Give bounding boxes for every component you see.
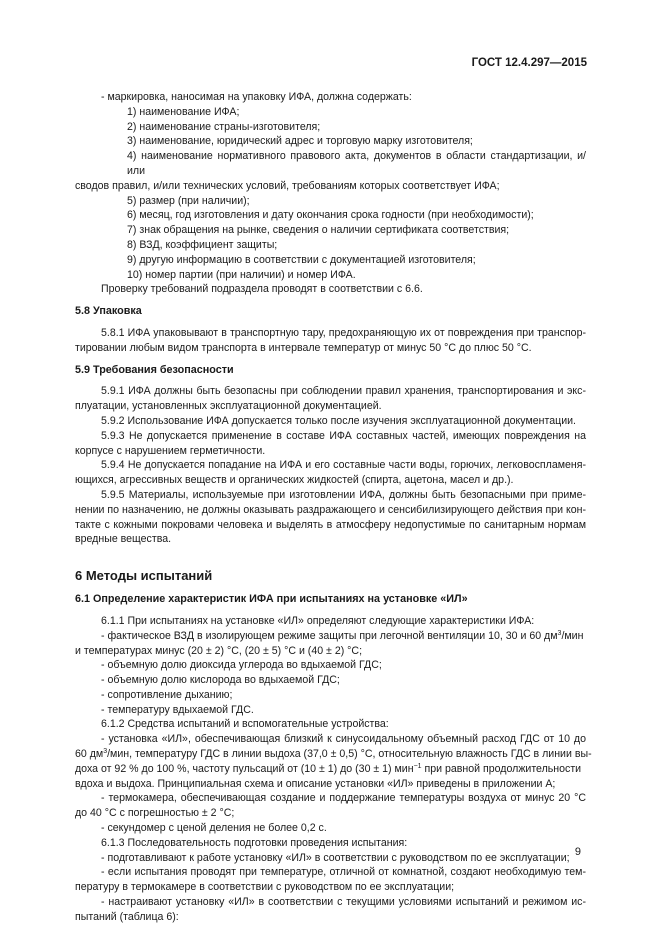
paragraph-6-1-1: 6.1.1 При испытаниях на установке «ИЛ» определяют следующие характеристики ИФА: (101, 614, 535, 627)
list-item-continuation: вдоха и выдоха. Принципиальная схема и описание установки «ИЛ» приведены в приложении А; (75, 777, 556, 790)
section-5-8-title: 5.8 Упаковка (75, 305, 142, 318)
paragraph-5-9-5-cont: такте с кожными покровами человека и выделять в атмосферу недопустимые по санитарным нормам (75, 518, 586, 531)
paragraph-6-1-3: 6.1.3 Последовательность подготовки проведения испытания: (101, 836, 408, 849)
list-item: - установка «ИЛ», обеспечивающая близкий к синусоидальному объемный расход ГДС от 10 до (101, 733, 586, 746)
paragraph-5-9-1: 5.9.1 ИФА должны быть безопасны при соблюдении правил хранения, транспортирования и экс- (101, 385, 586, 398)
standard-code: ГОСТ 12.4.297—2015 (471, 57, 587, 69)
list-item: - температуру вдыхаемой ГДС. (101, 703, 254, 716)
list-item-continuation: до 40 °С с погрешностью ± 2 °С; (75, 807, 235, 820)
section-6-1-title: 6.1 Определение характеристик ИФА при испытаниях на установке «ИЛ» (75, 593, 468, 606)
list-item: 4) наименование нормативного правового акта, документов в области стандартизации, и/или (127, 150, 586, 177)
page-number: 9 (574, 846, 581, 858)
list-item: 2) наименование страны-изготовителя; (127, 120, 321, 133)
list-item-continuation: и температурах минус (20 ± 2) °С, (20 ± 5) °С и (40 ± 2) °С; (75, 644, 363, 657)
document-body (75, 90, 592, 925)
list-item: - фактическое ВЗД в изолирующем режиме защиты при легочной вентиляции 10, 30 и 60 $дм^3$/мин (101, 629, 584, 642)
paragraph-5-9-5-cont: вредные вещества. (75, 533, 172, 546)
list-item: 3) наименование, юридический адрес и торговую марку изготовителя; (127, 135, 473, 148)
paragraph-5-9-3: 5.9.3 Не допускается применение в составе ИФА составных частей, имеющих повреждения на (101, 429, 586, 442)
chapter-6-title: 6 Методы испытаний (75, 568, 213, 584)
list-item: 7) знак обращения на рынке, сведения о наличии сертификата соответствия; (127, 224, 510, 237)
list-item: 10) номер партии (при наличии) и номер ИФА. (127, 268, 356, 281)
paragraph-6-1-2: 6.1.2 Средства испытаний и вспомогательные устройства: (101, 718, 389, 731)
list-item: - если испытания проводят при температуре, отличной от комнатной, создают необходимую тем- (101, 866, 586, 879)
list-item: 6) месяц, год изготовления и дату окончания срока годности (при необходимости); (127, 209, 534, 222)
list-item: - секундомер с ценой деления не более 0,2 с. (101, 822, 327, 835)
verification-note: Проверку требований подраздела проводят в соответствии с 6.6. (101, 283, 423, 296)
list-item-continuation: доха от 92 % до 100 %, частоту пульсаций от (10 ± 1) до (30 ± 1) мин$^{-1}$ при равной продолжительности (75, 762, 582, 775)
paragraph-5-9-2: 5.9.2 Использование ИФА допускается только после изучения эксплуатационной документации. (101, 414, 576, 427)
list-item: - подготавливают к работе установку «ИЛ» в соответствии с руководством по ее эксплуатации; (101, 851, 570, 864)
list-item: 1) наименование ИФА; (127, 105, 240, 118)
paragraph-5-9-5: 5.9.5 Материалы, используемые при изготовлении ИФА, должны быть безопасными при приме- (101, 488, 586, 501)
list-item: 5) размер (при наличии); (127, 194, 250, 207)
list-item: - настраивают установку «ИЛ» в соответствии с текущими условиями испытаний и режимом ис- (101, 896, 586, 909)
paragraph-5-9-1-cont: плуатации, установленных эксплуатационной документацией. (75, 400, 382, 413)
list-item-continuation: 60 $дм^3$/мин, температуру ГДС в линии выдоха (37,0 ± 0,5) °С, относительную влажность ГДС в линии вы- (75, 748, 592, 761)
paragraph-5-9-4-cont: ющихся, агрессивных веществ и органических жидкостей (спирта, ацетона, масел и др.). (75, 474, 514, 487)
section-5-9-title: 5.9 Требования безопасности (75, 363, 234, 376)
list-item-continuation: сводов правил, и/или технических условий, требованиям которых соответствует ИФА; (75, 179, 500, 192)
paragraph-5-9-5-cont: нении по назначению, не должны оказывать раздражающего и сенсибилизирующего действия при кон- (75, 503, 586, 516)
paragraph-5-8-1-cont: тировании любым видом транспорта в интервале температур от минус 50 °С до плюс 50 °С. (75, 341, 532, 354)
list-item-continuation: пературу в термокамере в соответствии с руководством по ее эксплуатации; (75, 881, 455, 894)
paragraph-5-8-1: 5.8.1 ИФА упаковывают в транспортную тару, предохраняющую их от повреждения при транспор- (101, 326, 586, 339)
list-item-continuation: пытаний (таблица 6): (75, 910, 179, 923)
list-item: - объемную долю кислорода во вдыхаемой ГДС; (101, 674, 340, 687)
list-item: - объемную долю диоксида углерода во вдыхаемой ГДС; (101, 659, 382, 672)
paragraph-5-9-3-cont: корпусе с нарушением герметичности. (75, 444, 266, 457)
list-item: 8) ВЗД, коэффициент защиты; (127, 238, 278, 251)
list-item: - сопротивление дыханию; (101, 688, 233, 701)
list-item: - термокамера, обеспечивающая создание и поддержание температуры воздуха от минус 20 °С (101, 792, 586, 805)
marking-intro: - маркировка, наносимая на упаковку ИФА, должна содержать: (101, 91, 412, 103)
paragraph-5-9-4: 5.9.4 Не допускается попадание на ИФА и его составные части воды, горючих, легковоспламеня- (101, 459, 586, 472)
list-item: 9) другую информацию в соответствии с документацией изготовителя; (127, 253, 476, 266)
